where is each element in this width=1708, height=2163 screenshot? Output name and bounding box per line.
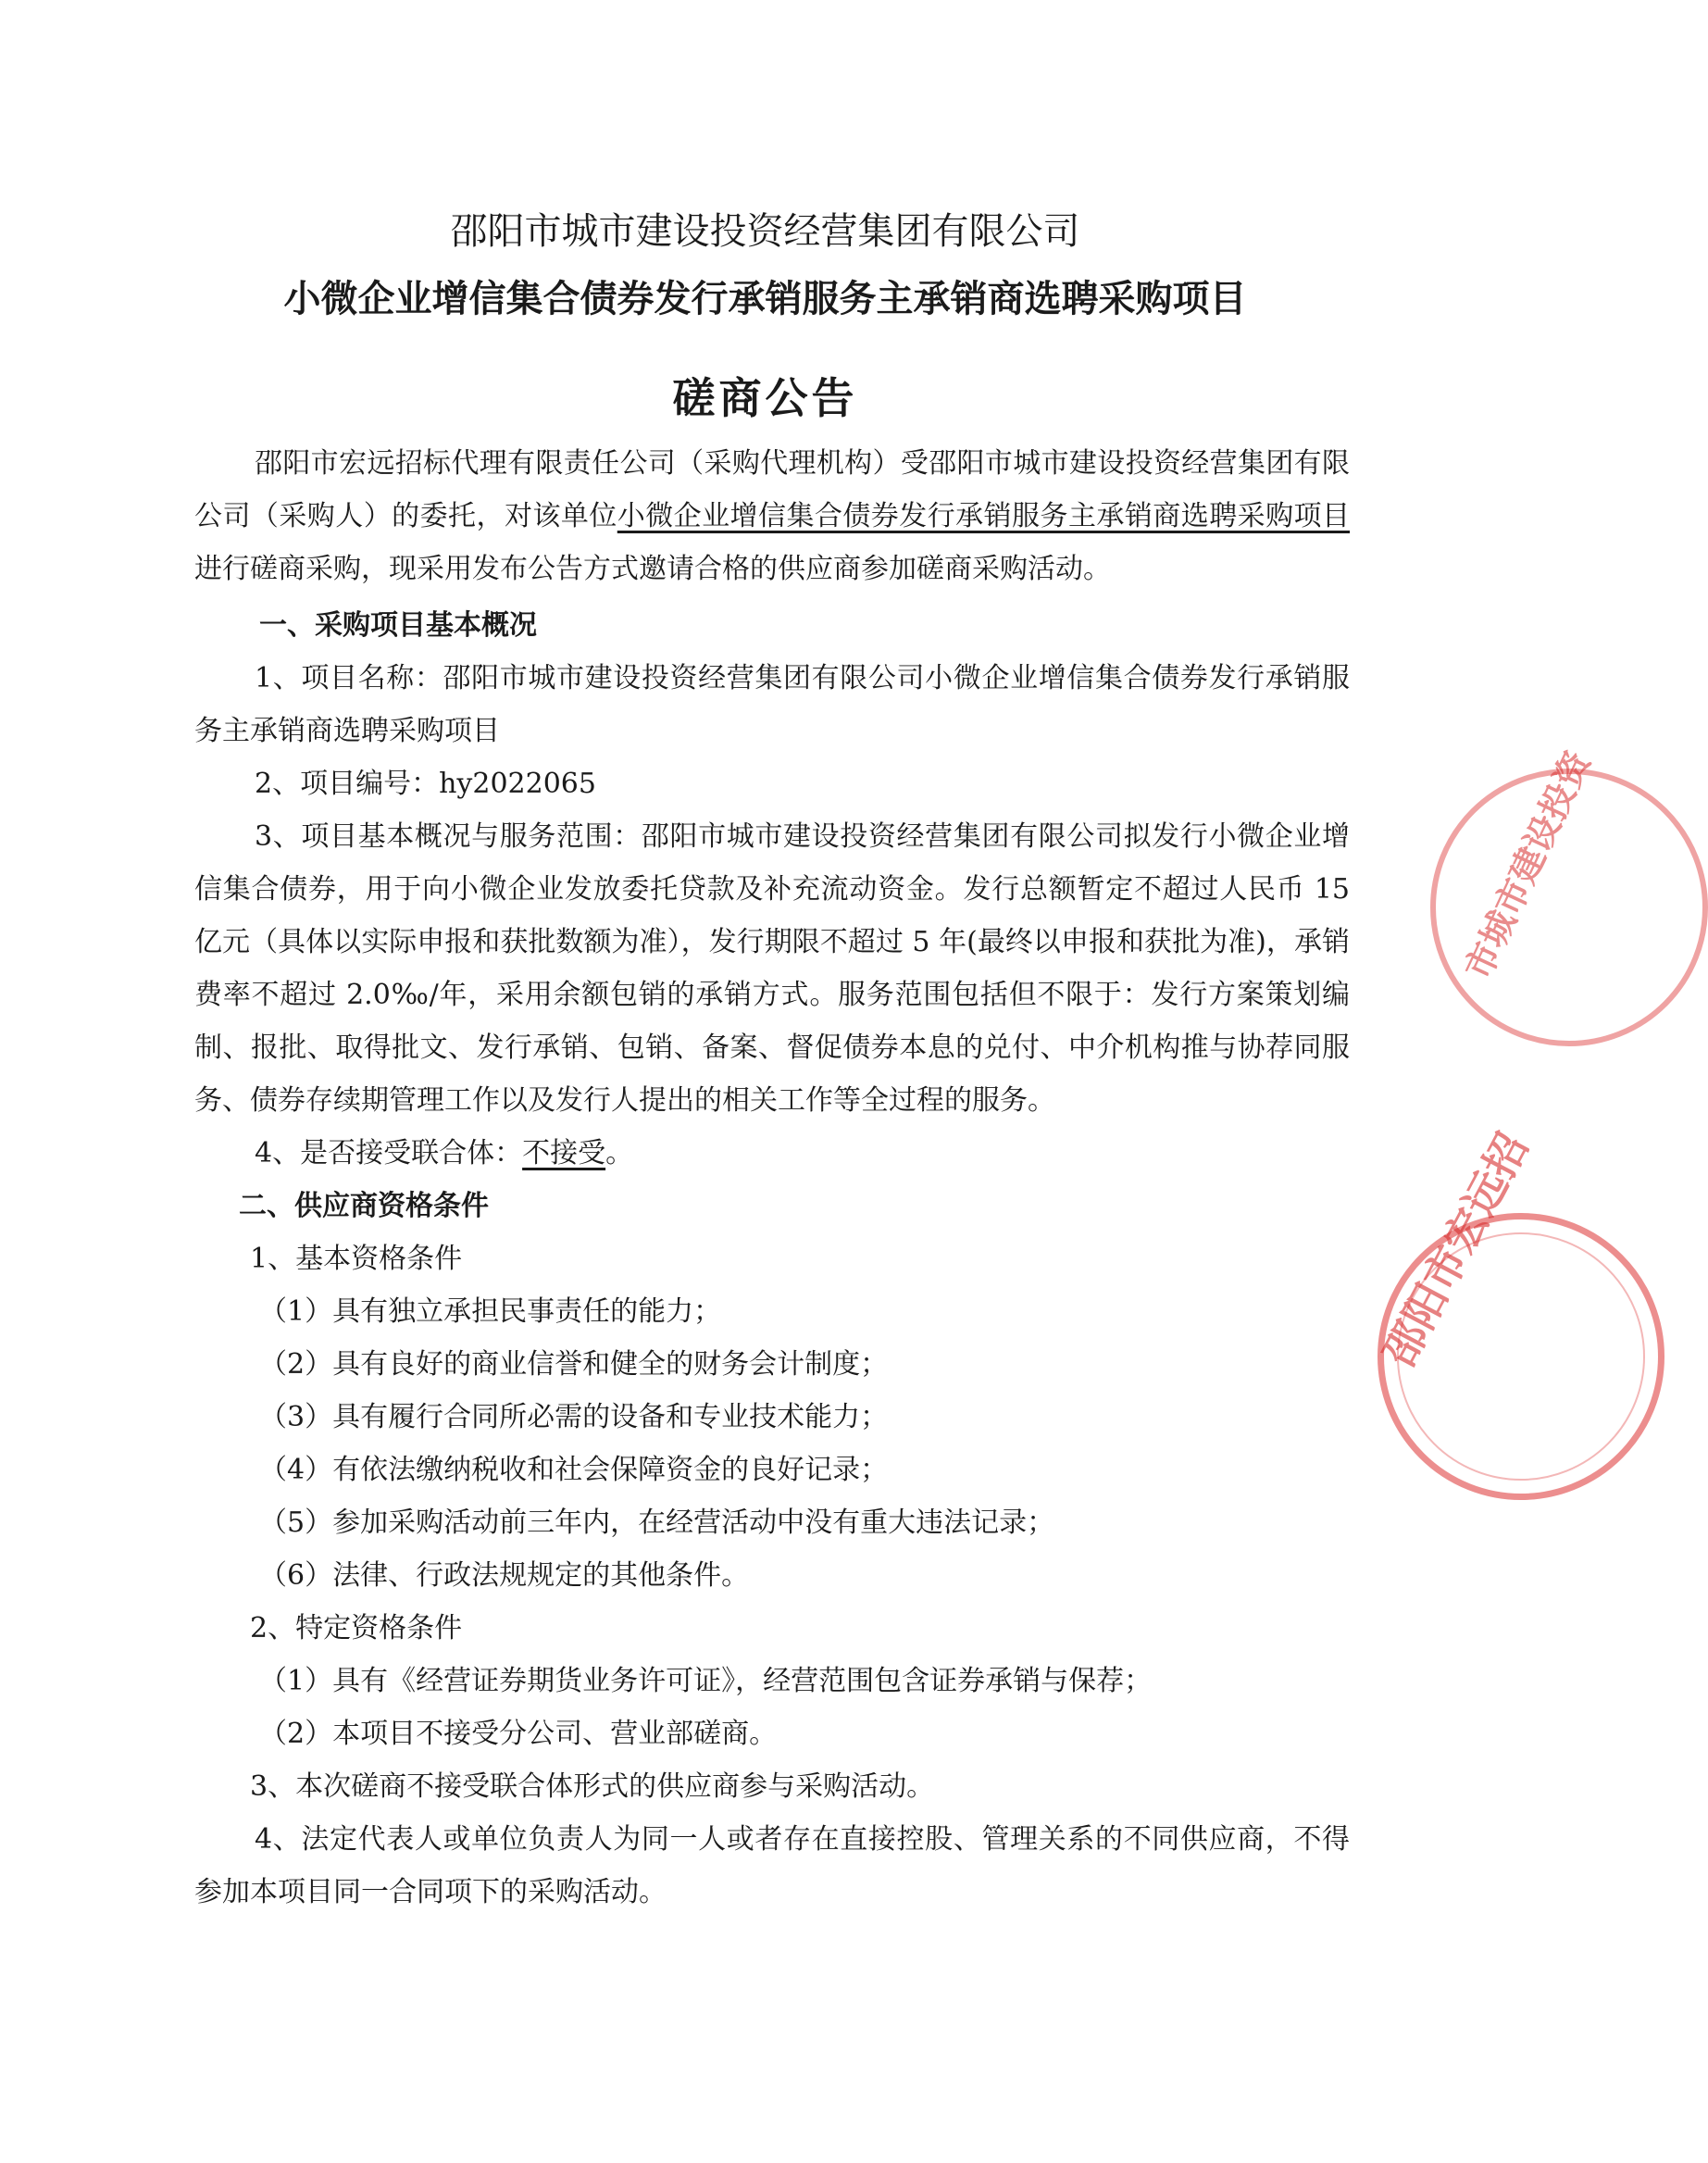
section1-heading: 一、采购项目基本概况 (259, 609, 537, 642)
basic-item: （1）具有独立承担民事责任的能力； (259, 1295, 722, 1328)
intro-paragraph (194, 437, 1350, 595)
seal-lower-text: 邵阳市宏远招 (1373, 1125, 1539, 1375)
section1-item3: 3、项目基本概况与服务范围：邵阳市城市建设投资经营集团有限公司拟发行小微企业增信集合债券，用于向小微企业发放委托贷款及补充流动资金。发行总额暂定不超过人民币 15 亿元（具体以实际申报和获批数额为准），发行期限不超过 5 年(最终以申报和获批为准)，承销费率不超过 2.0‰/年，采用余额包销的承销方式。服务范围包括但不限于：发行方案策划编制、报批、取得批文、发行承销、包销、备案、督促债券本息的兑付、中介机构推与协荐同服务、债券存续期管理工作以及发行人提出的相关工作等全过程的服务。 (194, 820, 1350, 1117)
basic-item: （3）具有履行合同所必需的设备和专业技术能力； (259, 1401, 889, 1433)
document-body (194, 437, 1350, 1919)
basic-heading: 1、基本资格条件 (250, 1243, 463, 1275)
section2-item3: 3、本次磋商不接受联合体形式的供应商参与采购活动。 (250, 1770, 935, 1803)
basic-item: （4）有依法缴纳税收和社会保障资金的良好记录； (259, 1454, 889, 1486)
basic-item: （5）参加采购活动前三年内，在经营活动中没有重大违法记录； (259, 1507, 1055, 1539)
company-seal-upper (1430, 744, 1708, 1046)
title-project: 小微企业增信集合债券发行承销服务主承销商选聘采购项目 (283, 278, 1247, 320)
basic-item: （6）法律、行政法规规定的其他条件。 (259, 1559, 750, 1592)
item4-label: 4、是否接受联合体： (255, 1137, 523, 1169)
title-notice: 磋商公告 (672, 373, 858, 423)
agency-seal-lower (1373, 1125, 1664, 1500)
section2-item4: 4、法定代表人或单位负责人为同一人或者存在直接控股、管理关系的不同供应商，不得参加本项目同一合同项下的采购活动。 (194, 1823, 1350, 1908)
seal-upper-text: 市城市建设投资 (1457, 744, 1599, 986)
item4-value: 不接受 (522, 1137, 606, 1169)
special-item: （2）本项目不接受分公司、营业部磋商。 (259, 1718, 778, 1750)
intro-text-a: 邵阳市宏远招标代理有限责任公司（采购代理机构）受邵阳市城市建设投资经营集团有限公司（采购人）的委托，对该单位 (194, 447, 1350, 532)
section1-item1: 1、项目名称：邵阳市城市建设投资经营集团有限公司小微企业增信集合债券发行承销服务主承销商选聘采购项目 (194, 662, 1350, 747)
special-item: （1）具有《经营证券期货业务许可证》，经营范围包含证券承销与保荐； (259, 1665, 1153, 1697)
item4-end: 。 (605, 1137, 634, 1169)
special-heading: 2、特定资格条件 (250, 1612, 463, 1644)
intro-text-b: 进行磋商采购，现采用发布公告方式邀请合格的供应商参加磋商采购活动。 (194, 553, 1111, 585)
intro-project-name: 小微企业增信集合债券发行承销服务主承销商选聘采购项目 (617, 500, 1350, 532)
section1-item4 (194, 1127, 1350, 1180)
section1-item2: 2、项目编号：hy2022065 (255, 768, 596, 800)
basic-item: （2）具有良好的商业信誉和健全的财务会计制度； (259, 1348, 889, 1381)
title-company: 邵阳市城市建设投资经营集团有限公司 (450, 210, 1080, 253)
section2-heading: 二、供应商资格条件 (239, 1190, 489, 1222)
